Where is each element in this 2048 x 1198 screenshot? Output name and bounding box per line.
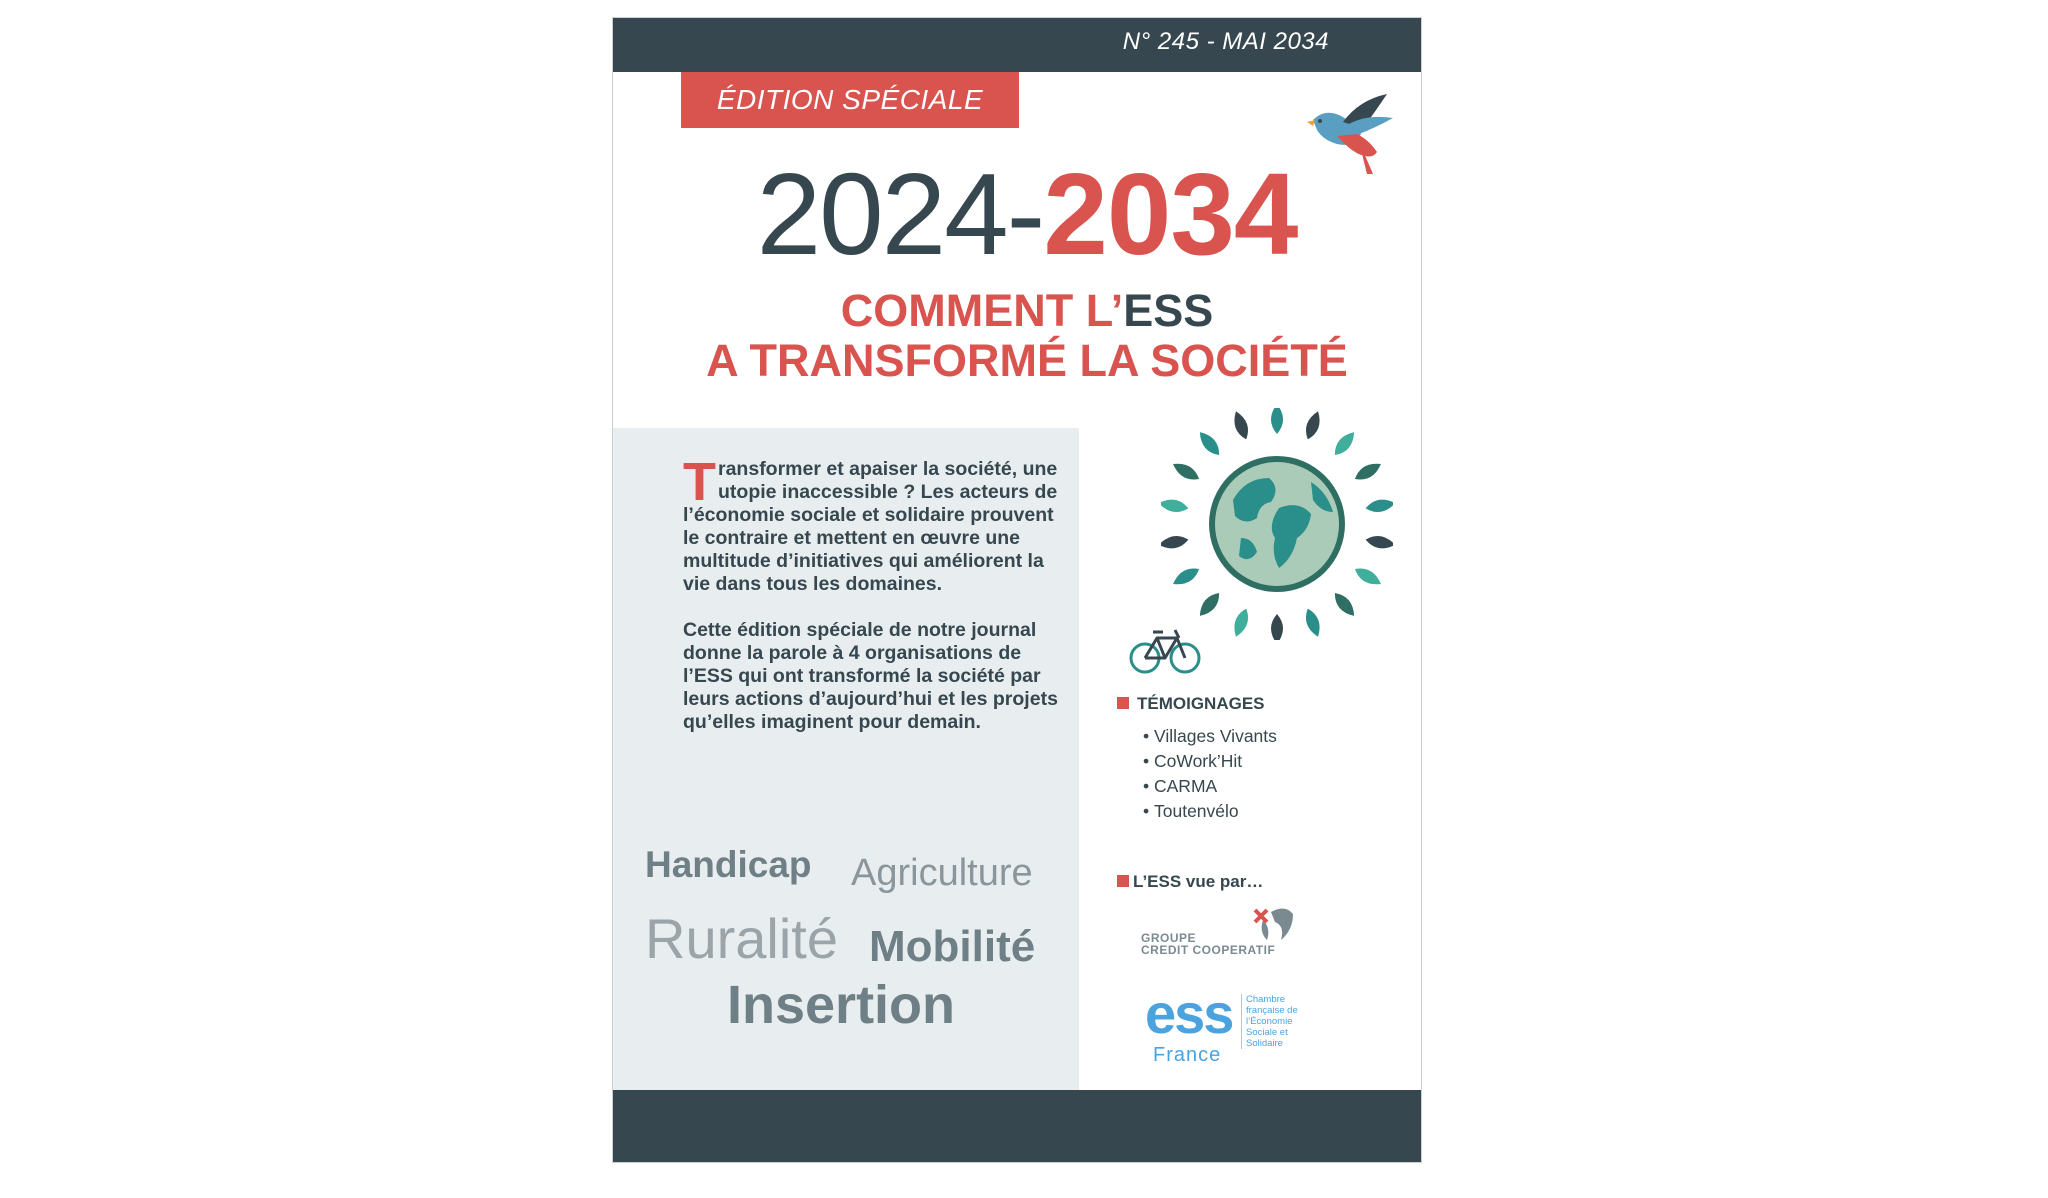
headline — [613, 286, 1421, 386]
year-start: 2024- — [756, 149, 1044, 279]
bottom-bar — [613, 1090, 1421, 1162]
ess-view-title: L’ESS vue par… — [1133, 872, 1264, 891]
intro-paragraph-1-text: ransformer et apaiser la société, une utopie inaccessible ? Les acteurs de l’économie sociale et solidaire prouvent le contraire et mettent en œuvre une multitude d’initiatives qui améliorent la vie dans tous les domaines. — [683, 458, 1058, 595]
bicycle-icon — [1129, 624, 1201, 676]
cc-line-2: CREDIT COOPERATIF — [1141, 943, 1276, 957]
square-bullet-icon — [1117, 697, 1129, 709]
year-end: 2034 — [1043, 149, 1298, 279]
list-item: • CoWork’Hit — [1143, 749, 1277, 774]
intro-text — [683, 452, 1061, 757]
ess-logo-subtitle: Chambre française de l’Économie Sociale et Solidaire — [1241, 994, 1318, 1049]
word-insertion: Insertion — [727, 975, 956, 1035]
testimonials-title: TÉMOIGNAGES — [1137, 694, 1265, 713]
globe-icon — [1161, 408, 1393, 640]
ess-logo-big: ess — [1145, 982, 1233, 1045]
square-bullet-icon — [1117, 875, 1129, 887]
testimonials-heading — [1117, 694, 1265, 714]
word-agriculture: Agriculture — [851, 852, 1033, 894]
year-range-title — [613, 149, 1421, 279]
intro-paragraph-2: Cette édition spéciale de notre journal donne la parole à 4 organisations de l’ESS qui ont transformé la société par leurs actions d’aujourd’hui et les projets qu’elles imaginent pour demain. — [683, 619, 1058, 733]
headline-ess: ESS — [1123, 285, 1214, 336]
cc-line-1: GROUPE — [1141, 931, 1197, 945]
word-mobilite: Mobilité — [869, 922, 1036, 971]
issue-number: N° 245 - MAI 2034 — [1122, 28, 1329, 55]
ess-logo-france: France — [1153, 1044, 1222, 1066]
top-bar — [613, 18, 1421, 72]
list-item: • CARMA — [1143, 774, 1277, 799]
credit-cooperatif-text — [1141, 932, 1275, 956]
list-item: • Toutenvélo — [1143, 799, 1277, 824]
list-item: • Villages Vivants — [1143, 724, 1277, 749]
word-ruralite: Ruralité — [645, 907, 838, 970]
intro-panel — [613, 428, 1079, 1108]
word-handicap: Handicap — [645, 844, 812, 885]
drop-cap: T — [683, 452, 716, 512]
headline-part-a: COMMENT L’ — [840, 285, 1124, 336]
cover-page — [612, 17, 1422, 1163]
intro-paragraph-1 — [683, 452, 1061, 596]
special-edition-badge: ÉDITION SPÉCIALE — [681, 72, 1019, 128]
headline-line-2: A TRANSFORMÉ LA SOCIÉTÉ — [706, 335, 1348, 386]
ess-france-logo — [1143, 984, 1313, 1082]
testimonials-list — [1143, 724, 1277, 824]
ess-view-heading — [1117, 872, 1263, 892]
credit-cooperatif-logo — [1141, 900, 1311, 970]
headline-line-1 — [633, 286, 1421, 336]
